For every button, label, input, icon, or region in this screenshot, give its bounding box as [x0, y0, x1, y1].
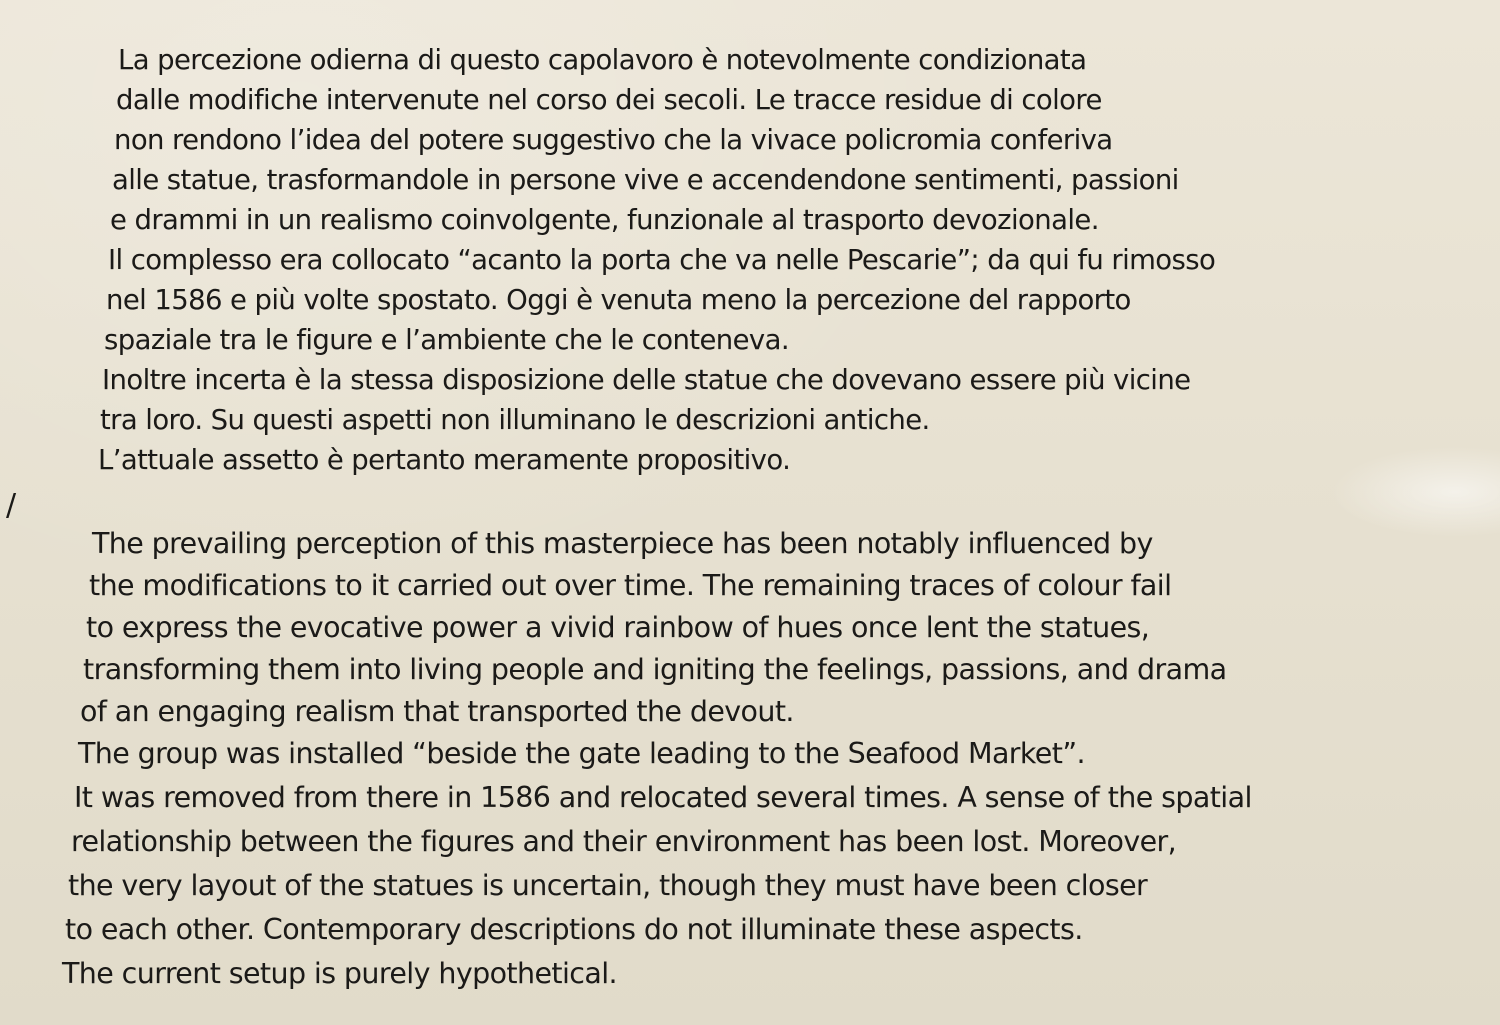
italian-line-6: Il complesso era collocato “acanto la porta che va nelle Pescarie”; da qui fu rimosso: [108, 244, 1216, 276]
english-line-2: the modifications to it carried out over time. The remaining traces of colour fail: [89, 569, 1172, 602]
italian-line-9: Inoltre incerta è la stessa disposizione delle statue che dovevano essere più vicine: [102, 364, 1191, 396]
english-line-9: the very layout of the statues is uncertain, though they must have been closer: [68, 869, 1148, 902]
english-line-7: It was removed from there in 1586 and relocated several times. A sense of the spatial: [74, 781, 1252, 814]
english-line-4: transforming them into living people and igniting the feelings, passions, and drama: [83, 653, 1227, 686]
english-line-5: of an engaging realism that transported the devout.: [80, 695, 794, 728]
italian-line-10: tra loro. Su questi aspetti non illuminano le descrizioni antiche.: [100, 404, 930, 436]
italian-line-7: nel 1586 e più volte spostato. Oggi è venuta meno la percezione del rapporto: [106, 284, 1131, 316]
english-line-11: The current setup is purely hypothetical.: [62, 957, 617, 990]
english-line-6: The group was installed “beside the gate leading to the Seafood Market”.: [78, 737, 1085, 770]
italian-line-1: La percezione odierna di questo capolavoro è notevolmente condizionata: [118, 44, 1087, 76]
italian-line-4: alle statue, trasformandole in persone vive e accendendone sentimenti, passioni: [112, 164, 1179, 196]
english-line-10: to each other. Contemporary descriptions do not illuminate these aspects.: [65, 913, 1083, 946]
italian-line-3: non rendono l’idea del potere suggestivo che la vivace policromia conferiva: [114, 124, 1113, 156]
language-separator: /: [6, 488, 17, 523]
italian-line-11: L’attuale assetto è pertanto meramente propositivo.: [98, 444, 791, 476]
italian-line-5: e drammi in un realismo coinvolgente, funzionale al trasporto devozionale.: [110, 204, 1099, 236]
english-line-1: The prevailing perception of this masterpiece has been notably influenced by: [92, 527, 1153, 560]
italian-line-8: spaziale tra le figure e l’ambiente che le conteneva.: [104, 324, 789, 356]
italian-line-2: dalle modifiche intervenute nel corso dei secoli. Le tracce residue di colore: [116, 84, 1102, 116]
english-line-3: to express the evocative power a vivid rainbow of hues once lent the statues,: [86, 611, 1150, 644]
english-line-8: relationship between the figures and their environment has been lost. Moreover,: [71, 825, 1177, 858]
